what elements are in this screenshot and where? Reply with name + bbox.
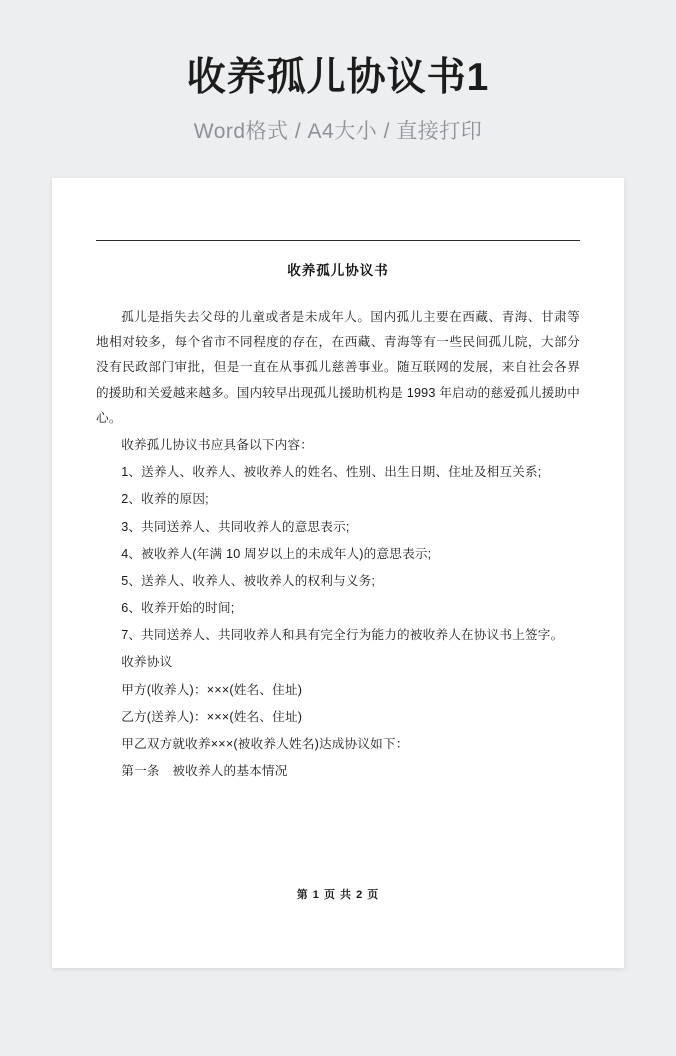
document-paragraph: 第一条 被收养人的基本情况 xyxy=(121,764,288,779)
document-paragraph: 收养协议 xyxy=(121,655,173,670)
page-subtitle: Word格式 / A4大小 / 直接打印 xyxy=(193,119,483,143)
document-paragraph: 3、共同送养人、共同收养人的意思表示; xyxy=(121,519,350,534)
document-paragraph: 乙方(送养人)：×××(姓名、住址) xyxy=(121,709,303,724)
document-paragraph: 孤儿是指失去父母的儿童或者是未成年人。国内孤儿主要在西藏、青海、甘肃等地相对较多，每个省市不同程度的存在，在西藏、青海等有一些民间孤儿院，大部分没有民政部门审批，但是一直在从事孤儿慈善事业。随互联网的发展，来自社会各界的援助和关爱越来越多。国内较早出现孤儿援助机构是 1993 年启动的慈爱孤儿援助中心。 xyxy=(96,310,580,425)
page-title: 收养孤儿协议书1 xyxy=(186,56,490,99)
document-paragraph: 7、共同送养人、共同收养人和具有完全行为能力的被收养人在协议书上签字。 xyxy=(121,628,564,643)
document-paragraph: 6、收养开始的时间; xyxy=(121,601,235,616)
document-paragraph: 甲方(收养人)：×××(姓名、住址) xyxy=(121,682,303,697)
header-divider xyxy=(96,240,580,241)
document-paragraph: 4、被收养人(年满 10 周岁以上的未成年人)的意思表示; xyxy=(121,546,432,561)
preview-header xyxy=(0,0,676,145)
document-paragraph: 收养孤儿协议书应具备以下内容： xyxy=(121,437,314,452)
page-number-footer: 第 1 页 共 2 页 xyxy=(296,889,380,901)
document-sheet[interactable] xyxy=(52,178,624,968)
document-paragraph: 1、送养人、收养人、被收养人的姓名、性别、出生日期、住址及相互关系; xyxy=(121,465,542,480)
document-content xyxy=(52,178,624,784)
document-paragraph: 2、收养的原因; xyxy=(121,492,209,507)
document-paragraph: 甲乙双方就收养×××(被收养人姓名)达成协议如下： xyxy=(121,737,409,751)
document-title: 收养孤儿协议书 xyxy=(287,263,389,278)
document-paragraph: 5、送养人、收养人、被收养人的权利与义务; xyxy=(121,573,376,588)
